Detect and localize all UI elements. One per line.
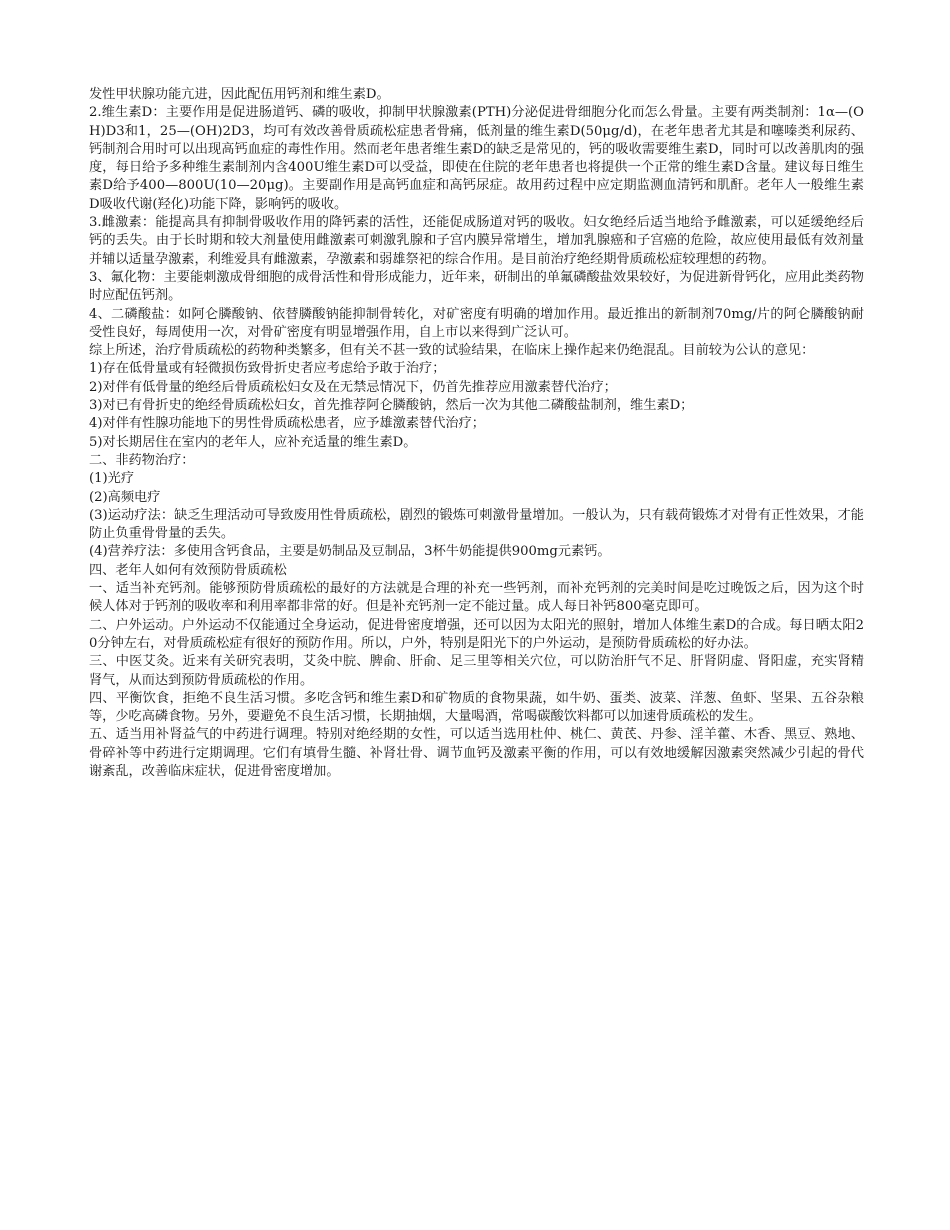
list-item-opinion-1: 1)存在低骨量或有轻微损伤致骨折史者应考虑给予敢于治疗；	[89, 361, 446, 377]
paragraph-moxibustion: 三、中医艾灸。近来有关研究表明，艾灸中脘、脾俞、肝俞、足三里等相关穴位，可以防治肝气不足、肝肾阴虚、肾阳虚，充实肾精肾气，从而达到预防骨质疏松的作用。	[89, 654, 864, 688]
paragraph-outdoor: 二、户外运动。户外运动不仅能通过全身运动，促进骨密度增强，还可以因为太阳光的照射，增加人体维生素D的合成。每日晒太阳20分钟左右，对骨质疏松症有很好的预防作用。所以，户外，特别是阳光下的户外运动，是预防骨质疏松的好办法。	[89, 617, 864, 651]
paragraph-bisphosphonate: 4、二磷酸盐：如阿仑膦酸钠、依替膦酸钠能抑制骨转化，对矿密度有明确的增加作用。最近推出的新制剂70mg/片的阿仑膦酸钠耐受性良好，每周使用一次，对骨矿密度有明显增强作用，自上市以来得到广泛认可。	[89, 306, 864, 340]
paragraph-calcium: 一、适当补充钙剂。能够预防骨质疏松的最好的方法就是合理的补充一些钙剂，而补充钙剂的完美时间是吃过晚饭之后，因为这个时候人体对于钙剂的吸收率和利用率都非常的好。但是补充钙剂一定不能过量。成人每日补钙800毫克即可。	[89, 581, 864, 615]
section-heading-non-drug: 二、非药物治疗：	[89, 452, 195, 468]
list-item-nutrition: (4)营养疗法：多使用含钙食品，主要是奶制品及豆制品，3杯牛奶能提供900mg元素钙。	[89, 544, 611, 560]
list-item-opinion-5: 5)对长期居住在室内的老年人，应补充适量的维生素D。	[89, 434, 417, 450]
paragraph-fluoride: 3、氟化物：主要能刺激成骨细胞的成骨活性和骨形成能力，近年来，研制出的单氟磷酸盐效果较好，为促进新骨钙化，应用此类药物时应配伍钙剂。	[89, 269, 864, 304]
paragraph-estrogen: 3.雌激素：能提高具有抑制骨吸收作用的降钙素的活性，还能促成肠道对钙的吸收。妇女绝经后适当地给予雌激素，可以延缓绝经后钙的丢失。由于长时期和较大剂量使用雌激素可刺激乳腺和子宫内膜异常增生，增加乳腺癌和子宫癌的危险，故应使用最低有效剂量并辅以适量孕激素，利维爱具有雌激素，孕激素和弱雄祭祀的综合作用。是目前治疗绝经期骨质疏松症较理想的药物。	[89, 215, 864, 267]
paragraph-diet: 四、平衡饮食，拒绝不良生活习惯。多吃含钙和维生素D和矿物质的食物果蔬，如牛奶、蛋类、波菜、洋葱、鱼虾、坚果、五谷杂粮等，少吃高磷食物。另外，要避免不良生活习惯，长期抽烟，大量喝酒，常喝碳酸饮料都可以加速骨质疏松的发生。	[89, 690, 864, 725]
paragraph-summary: 综上所述，治疗骨质疏松的药物种类繁多，但有关不甚一致的试验结果，在临床上操作起来仍绝混乱。目前较为公认的意见：	[89, 343, 815, 359]
document-body	[89, 86, 864, 781]
list-item-exercise: (3)运动疗法：缺乏生理活动可导致废用性骨质疏松，剧烈的锻炼可刺激骨量增加。一般认为，只有载荷锻炼才对骨有正性效果，才能防止负重骨骨量的丢失。	[89, 507, 864, 542]
paragraph-continuation: 发性甲状腺功能亢进，因此配伍用钙剂和维生素D。	[89, 87, 390, 102]
list-item-hf-therapy: (2)高频电疗	[89, 489, 161, 505]
paragraph-vitamin-d: 2.维生素D：主要作用是促进肠道钙、磷的吸收，抑制甲状腺激素(PTH)分泌促进骨细胞分化而怎么骨量。主要有两类制剂：1α—(OH)D3和1，25—(OH)2D3，均可有效改善骨质疏松症患者骨痛，低剂量的维生素D(50μg/d)，在老年患者尤其是和噻嗪类利尿药、钙制剂合用时可以出现高钙血症的毒性作用。然而老年患者维生素D的缺乏是常见的，钙的吸收需要维生素D，同时可以改善肌肉的强度，每日给予多种维生素制剂内含400U维生素D可以受益，即使在住院的老年患者也将提供一个正常的维生素D含量。建议每日维生素D给予400—800U(10—20μg)。主要副作用是高钙血症和高钙尿症。故用药过程中应定期监测血清钙和肌酐。老年人一般维生素D吸收代谢(羟化)功能下降，影响钙的吸收。	[89, 105, 864, 212]
paragraph-herbal: 五、适当用补肾益气的中药进行调理。特别对绝经期的女性，可以适当选用杜仲、桃仁、黄芪、丹参、淫羊藿、木香、黑豆、熟地、骨碎补等中药进行定期调理。它们有填骨生髓、补肾壮骨、调节血钙及激素平衡的作用，可以有效地缓解因激素突然减少引起的骨代谢紊乱，改善临床症状，促进骨密度增加。	[89, 727, 864, 779]
list-item-opinion-4: 4)对伴有性腺功能地下的男性骨质疏松患者，应予雄激素替代治疗；	[89, 416, 485, 432]
list-item-opinion-2: 2)对伴有低骨量的绝经后骨质疏松妇女及在无禁忌情况下，仍首先推荐应用激素替代治疗；	[89, 379, 617, 395]
list-item-phototherapy: (1)光疗	[89, 471, 135, 487]
section-heading-prevention: 四、老年人如何有效预防骨质疏松	[89, 562, 287, 578]
list-item-opinion-3: 3)对已有骨折史的绝经骨质疏松妇女，首先推荐阿仑膦酸钠，然后一次为其他二磷酸盐制剂，维生素D；	[89, 398, 694, 414]
